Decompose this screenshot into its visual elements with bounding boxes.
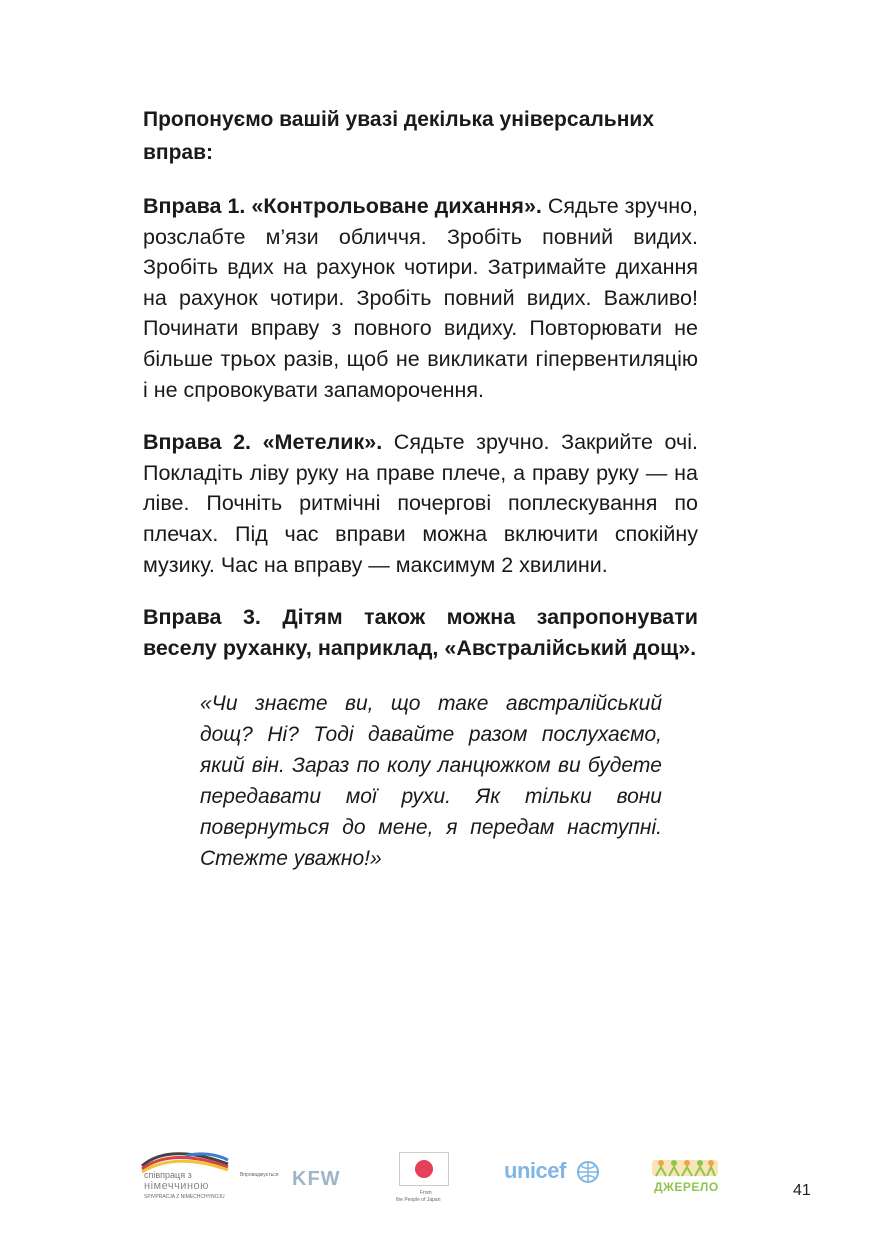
exercise-3: Вправа 3. Дітям також можна запропонувати веселу руханку, наприклад, «Австралійський дощ». (143, 605, 698, 661)
page-content (143, 103, 698, 895)
exercise-1-title: Вправа 1. «Контрольоване дихання». (143, 194, 542, 218)
page-number: 41 (793, 1182, 811, 1199)
germany-logo-line1: співпраця з (144, 1170, 192, 1180)
children-figures-icon (652, 1156, 718, 1178)
unicef-globe-icon (576, 1160, 600, 1184)
japan-logo-line1: From (420, 1190, 432, 1196)
unicef-wordmark: unicef (504, 1158, 566, 1183)
germany-cooperation-logo (140, 1148, 232, 1202)
dzherelo-logo (652, 1156, 722, 1200)
kfw-prefix: Впроваджується (240, 1172, 279, 1178)
exercise-1 (143, 191, 698, 405)
exercise-2-title: Вправа 2. «Метелик». (143, 430, 383, 455)
kfw-logo: KFW (292, 1168, 341, 1190)
intro-heading: Пропонуємо вашій увазі декілька універсальних вправ: (143, 108, 654, 164)
exercise-2-body: Сядьте зручно. Закрийте очі. Покладіть ліву руку на праве плече, а праву руку — на ліве. Почніть ритмічні почергові поплескування по плечах. Під час вправи можна включити спокійну музику. Час на вправу — максимум 2 хвилини. (143, 430, 698, 577)
exercise-1-body: Сядьте зручно, розслабте м’язи обличчя. Зробіть повний видих. Зробіть вдих на рахунок чотири. Затримайте дихання на рахунок чотири. Зробіть повний видих. Важливо! Починати вправу з повного видиху. Повторювати не більше трьох разів, щоб не викликати гіпервентиляцію і не спровокувати запаморочення. (143, 194, 698, 402)
japan-logo (396, 1152, 452, 1208)
dzherelo-wordmark: ДЖЕРЕЛО (654, 1180, 719, 1194)
exercise-2 (143, 427, 698, 580)
germany-logo-line2: німеччиною (144, 1180, 209, 1192)
germany-logo-line3: SPIVPRACJA Z NIMECHCHYNOJU (144, 1194, 225, 1200)
japan-flag-icon (399, 1152, 449, 1186)
unicef-logo (504, 1158, 604, 1188)
footer-logos (140, 1148, 820, 1208)
exercise-3-quote: «Чи знаєте ви, що таке австралійський дощ? Ні? Тоді давайте разом послухаємо, який він. Зараз по колу ланцюжком ви будете передавати мої рухи. Як тільки вони повернуться до мене, я передам наступні. Стежте уважно!» (200, 692, 662, 871)
japan-logo-line2: the People of Japan (396, 1197, 441, 1203)
